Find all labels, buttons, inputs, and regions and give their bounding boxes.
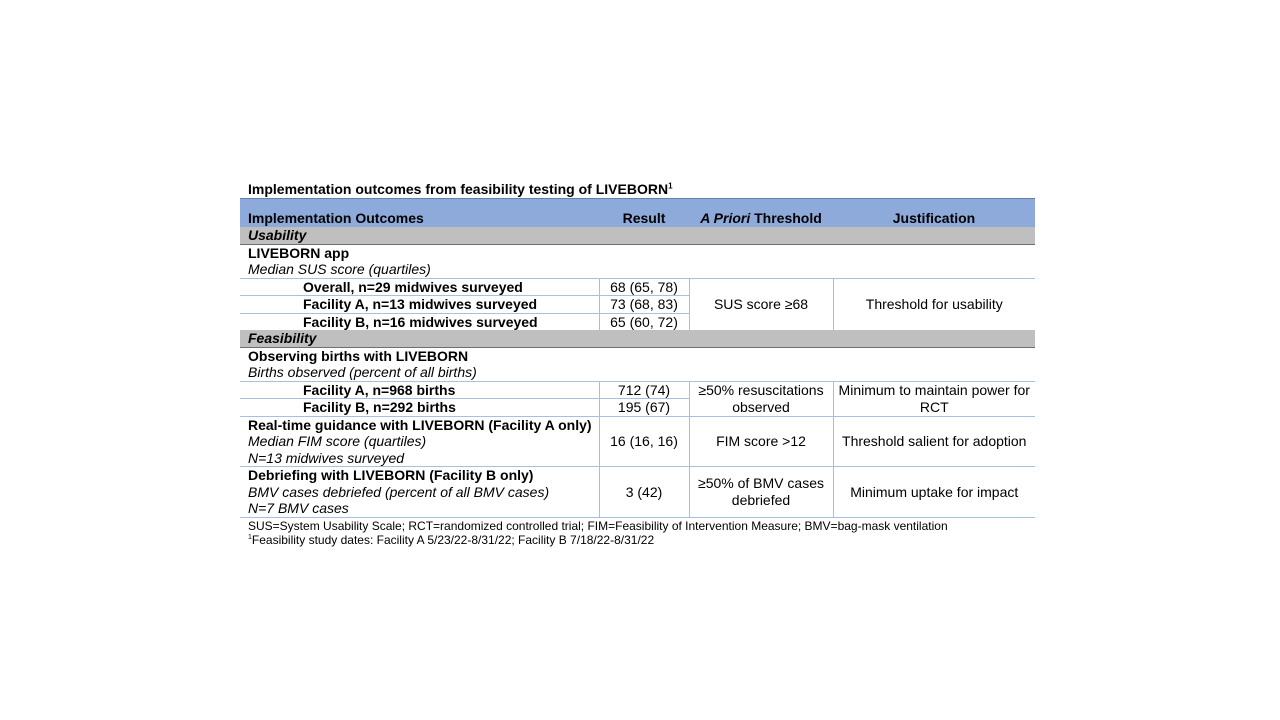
observing-row-result: 195 (67) — [599, 399, 689, 417]
table-row — [240, 278, 1035, 296]
header-threshold-italic: A Priori — [700, 209, 751, 226]
usability-row-result: 68 (65, 78) — [599, 278, 689, 296]
header-threshold — [689, 199, 833, 228]
table-row — [240, 381, 1035, 399]
guidance-description — [240, 416, 599, 467]
footnote-text: Feasibility study dates: Facility A 5/23/22-8/31/22; Facility B 7/18/22-8/31/22 — [251, 532, 655, 547]
debriefing-justification: Minimum uptake for impact — [833, 467, 1035, 518]
observing-title: Observing births with LIVEBORN — [248, 347, 469, 364]
usability-row-label: Facility B, n=16 midwives surveyed — [240, 313, 599, 330]
usability-row-label: Overall, n=29 midwives surveyed — [240, 278, 599, 296]
caption-title: Implementation outcomes from feasibility testing of LIVEBORN — [248, 181, 669, 197]
table-row — [240, 416, 1035, 467]
section-row-feasibility — [240, 330, 1035, 347]
table-caption — [240, 180, 1035, 198]
observing-justification: Minimum to maintain power for RCT — [833, 381, 1035, 416]
guidance-justification: Threshold salient for adoption — [833, 416, 1035, 467]
debriefing-line3: N=7 BMV cases — [248, 500, 349, 516]
usability-row-result: 65 (60, 72) — [599, 313, 689, 330]
usability-row-label: Facility A, n=13 midwives surveyed — [240, 296, 599, 314]
abbreviations-note: SUS=System Usability Scale; RCT=randomized controlled trial; FIM=Feasibility of Intervention Measure; BMV=bag-mask ventilation — [248, 518, 948, 533]
guidance-result: 16 (16, 16) — [599, 416, 689, 467]
section-usability-label: Usability — [240, 227, 1035, 244]
outcomes-table — [240, 198, 1035, 518]
footnote-marker: 1 — [248, 533, 252, 541]
guidance-threshold: FIM score >12 — [689, 416, 833, 467]
observing-subtitle: Births observed (percent of all births) — [248, 364, 477, 380]
debriefing-threshold: ≥50% of BMV cases debriefed — [689, 467, 833, 518]
header-result: Result — [599, 199, 689, 228]
guidance-line3: N=13 midwives surveyed — [248, 449, 405, 466]
usability-subtitle-row — [240, 261, 1035, 278]
header-threshold-rest: Threshold — [750, 209, 822, 226]
footnote — [248, 533, 1035, 547]
observing-row-label: Facility A, n=968 births — [240, 381, 599, 399]
usability-justification: Threshold for usability — [833, 278, 1035, 330]
debriefing-result: 3 (42) — [599, 467, 689, 518]
section-feasibility-label: Feasibility — [240, 330, 1035, 347]
usability-title: LIVEBORN app — [248, 244, 350, 261]
usability-title-row — [240, 244, 1035, 261]
header-justification: Justification — [833, 199, 1035, 228]
usability-row-result: 73 (68, 83) — [599, 296, 689, 314]
section-row-usability — [240, 227, 1035, 244]
debriefing-line2: BMV cases debriefed (percent of all BMV cases) — [248, 483, 550, 500]
guidance-title: Real-time guidance with LIVEBORN (Facility A only) — [248, 416, 592, 433]
usability-subtitle: Median SUS score (quartiles) — [248, 261, 431, 277]
debriefing-description — [240, 467, 599, 518]
usability-threshold: SUS score ≥68 — [689, 278, 833, 330]
observing-row-label: Facility B, n=292 births — [240, 399, 599, 417]
observing-subtitle-row — [240, 364, 1035, 381]
table-row — [240, 467, 1035, 518]
document-table-container — [240, 180, 1035, 547]
table-notes — [240, 518, 1035, 547]
guidance-line2: Median FIM score (quartiles) — [248, 433, 427, 449]
observing-threshold: ≥50% resuscitations observed — [689, 381, 833, 416]
debriefing-title: Debriefing with LIVEBORN (Facility B only) — [248, 467, 534, 483]
observing-title-row — [240, 347, 1035, 364]
header-outcomes: Implementation Outcomes — [240, 199, 599, 228]
observing-row-result: 712 (74) — [599, 381, 689, 399]
table-header-row — [240, 199, 1035, 228]
caption-superscript: 1 — [668, 181, 673, 191]
